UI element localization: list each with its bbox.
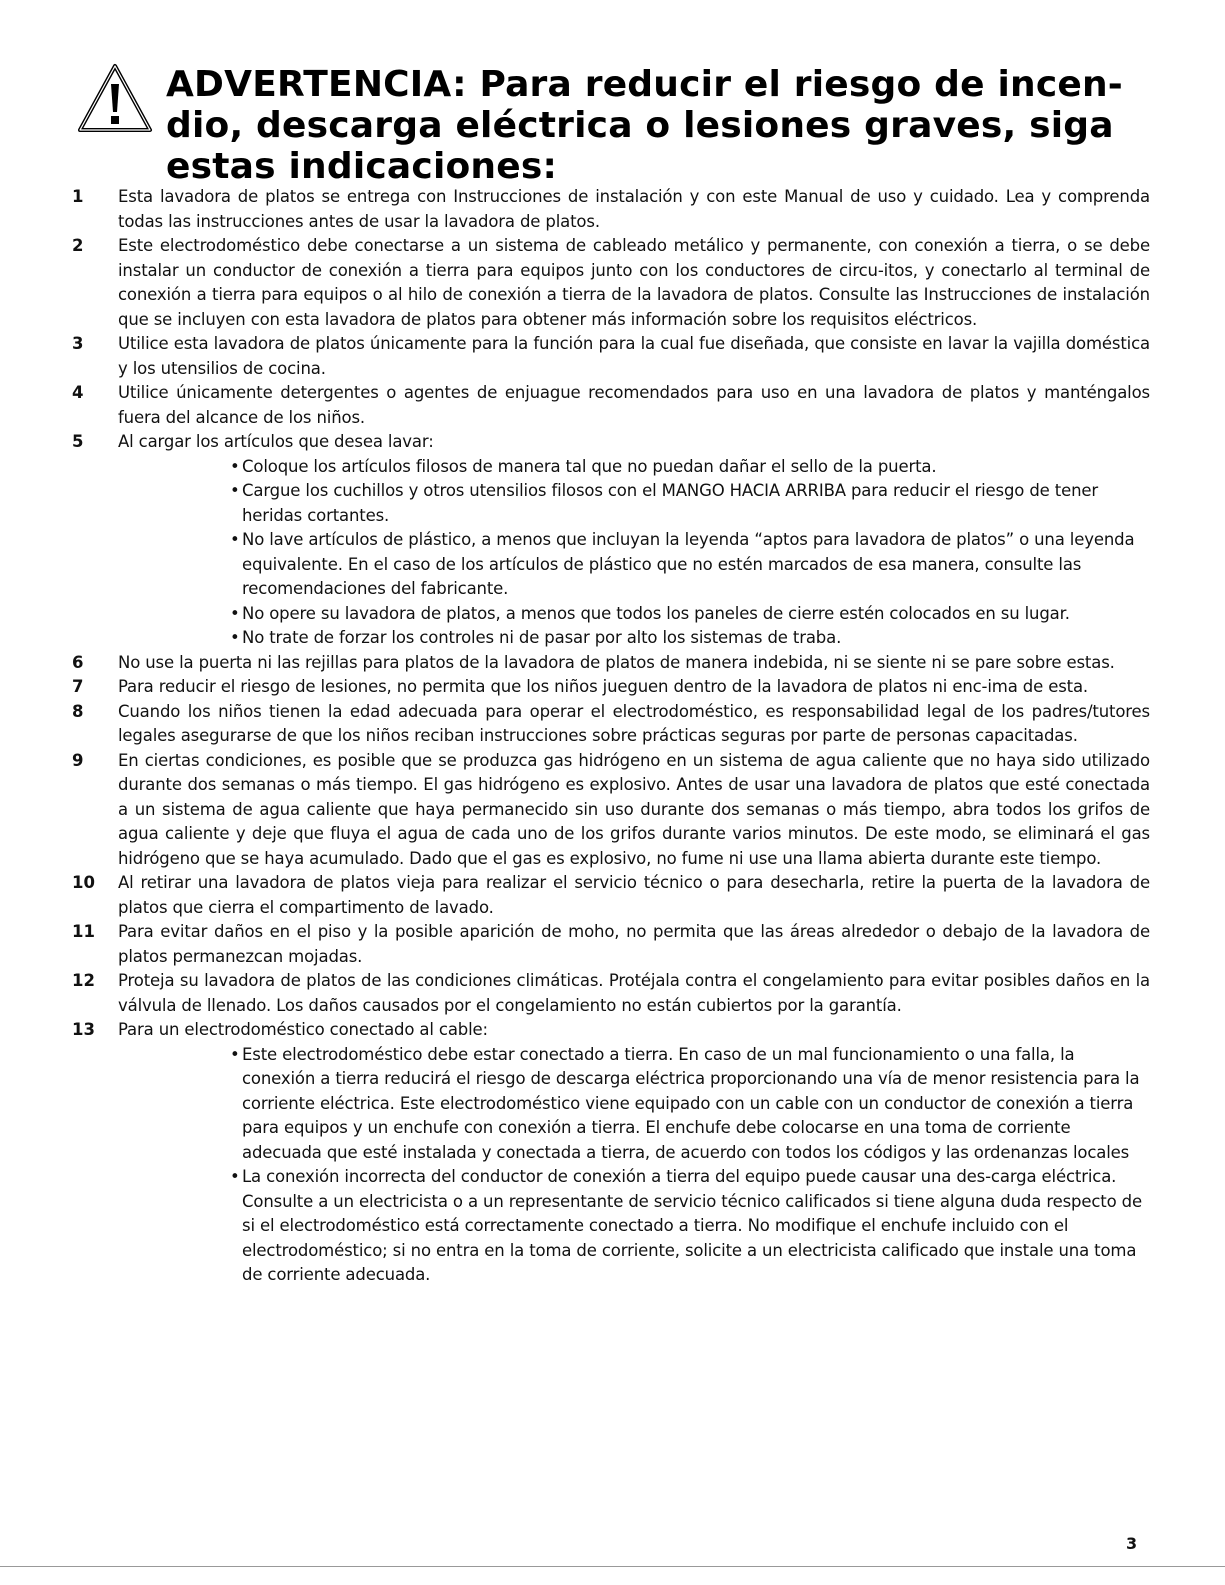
item-number: 11 [72,922,95,941]
item-text: Utilice únicamente detergentes o agentes de enjuague recomendados para uso en una lavadora de platos y manténgalos fuera del alcance de los niños. [118,383,1150,427]
instruction-item [70,1018,1150,1043]
heading-line: ADVERTENCIA: Para reducir el riesgo de incen- [166,64,1123,105]
bullet-item: • No trate de forzar los controles ni de pasar por alto los sistemas de traba. [230,626,1150,651]
item-text: No use la puerta ni las rejillas para platos de la lavadora de platos de manera indebida, ni se siente ni se pare sobre estas. [118,652,1115,672]
item-text: Para evitar daños en el piso y la posible aparición de moho, no permita que las áreas alrededor o debajo de la lavadora de platos permanezcan mojadas. [118,922,1150,966]
instruction-item [70,651,1150,676]
item-text: Al retirar una lavadora de platos vieja para realizar el servicio técnico o para desecharla, retire la puerta de la lavadora de platos que cierra el compartimento de lavado. [118,873,1150,917]
item-text: Este electrodoméstico debe conectarse a un sistema de cableado metálico y permanente, con conexión a tierra, o se debe instalar un conductor de conexión a tierra para equipos junto con los conductores de circu-itos, y conectarlo al terminal de conexión a tierra para equipos o al hilo de conexión a tierra de la lavadora de platos. Consulte las Instrucciones de instalación que se incluyen con esta lavadora de platos para obtener más información sobre los requisitos eléctricos. [118,236,1150,329]
instruction-item [70,332,1150,381]
instruction-item [70,871,1150,920]
item-number: 12 [72,971,95,990]
item-number: 3 [72,334,84,353]
item-text: Esta lavadora de platos se entrega con Instrucciones de instalación y con este Manual de uso y cuidado. Lea y comprenda todas las instrucciones antes de usar la lavadora de platos. [118,187,1150,231]
warning-heading [166,64,1166,187]
item-number: 10 [72,873,95,892]
warning-triangle-icon [76,62,154,134]
bullet-item: • No opere su lavadora de platos, a menos que todos los paneles de cierre estén colocados en su lugar. [230,602,1150,627]
bullet-item: • Este electrodoméstico debe estar conectado a tierra. En caso de un mal funcionamiento o una falla, la conexión a tierra reducirá el riesgo de descarga eléctrica proporcionando una vía de menor resistencia para la corriente eléctrica. Este electrodoméstico viene equipado con un cable con un conductor de conexión a tierra para equipos y un enchufe con conexión a tierra. El enchufe debe colocarse en una toma de corriente adecuada que esté instalada y conectada a tierra, de acuerdo con todos los códigos y las ordenanzas locales [230,1043,1150,1166]
item-number: 8 [72,701,84,721]
item-text: Utilice esta lavadora de platos únicamente para la función para la cual fue diseñada, que consiste en lavar la vajilla doméstica y los utensilios de cocina. [118,334,1150,378]
instruction-item [70,185,1150,234]
instruction-item [70,749,1150,872]
safety-instructions-list [70,185,1150,1288]
instruction-item [70,969,1150,1018]
grounding-bullet-list [70,1043,1150,1288]
item-number: 5 [72,432,84,451]
item-text: En ciertas condiciones, es posible que se produzca gas hidrógeno en un sistema de agua caliente que no haya sido utilizado durante dos semanas o más tiempo. El gas hidrógeno es explosivo. Antes de usar una lavadora de platos que esté conectada a un sistema de agua caliente que haya permanecido sin uso durante dos semanas o más tiempo, abra todos los grifos de agua caliente y deje que fluya el agua de cada uno de los grifos durante varios minutos. De este modo, se eliminará el gas hidrógeno que se haya acumulado. Dado que el gas es explosivo, no fume ni use una llama abierta durante este tiempo. [118,750,1150,868]
item-text: Para reducir el riesgo de lesiones, no permita que los niños jueguen dentro de la lavadora de platos ni enc-ima de esta. [118,677,1089,696]
item-number: 13 [72,1020,95,1039]
instruction-item [70,675,1150,700]
item-number: 2 [72,236,84,255]
item-number: 9 [72,750,84,770]
bottom-divider [0,1566,1225,1567]
item-text: Cuando los niños tienen la edad adecuada para operar el electrodoméstico, es responsabilidad legal de los padres/tutores legales asegurarse de que los niños reciban instrucciones sobre prácticas seguras por parte de personas capacitadas. [118,701,1150,745]
item-text: Al cargar los artículos que desea lavar: [118,432,434,451]
item-number: 4 [72,383,84,402]
instruction-item [70,234,1150,332]
item-text: Para un electrodoméstico conectado al cable: [118,1020,488,1039]
item-number: 6 [72,652,84,672]
bullet-item: • La conexión incorrecta del conductor de conexión a tierra del equipo puede causar una des-carga eléctrica. Consulte a un electricista o a un representante de servicio técnico calificados si tiene alguna duda respecto de si el electrodoméstico está correctamente conectado a tierra. No modifique el enchufe incluido con el electrodoméstico; si no entra en la toma de corriente, solicite a un electricista calificado que instale una toma de corriente adecuada. [230,1165,1150,1288]
heading-line: dio, descarga eléctrica o lesiones graves, siga [166,105,1114,146]
loading-bullet-list [70,455,1150,651]
item-number: 7 [72,677,84,696]
item-text: Proteja su lavadora de platos de las condiciones climáticas. Protéjala contra el congelamiento para evitar posibles daños en la válvula de llenado. Los daños causados por el congelamiento no están cubiertos por la garantía. [118,971,1150,1015]
instruction-item [70,381,1150,430]
instruction-item [70,430,1150,455]
page-number: 3 [1126,1534,1138,1553]
bullet-item: • Cargue los cuchillos y otros utensilios filosos con el MANGO HACIA ARRIBA para reducir el riesgo de tener heridas cortantes. [230,479,1150,528]
heading-line: estas indicaciones: [166,146,558,187]
item-number: 1 [72,187,84,206]
bullet-item: • No lave artículos de plástico, a menos que incluyan la leyenda “aptos para lavadora de platos” o una leyenda equivalente. En el caso de los artículos de plástico que no estén marcados de esa manera, consulte las recomendaciones del fabricante. [230,528,1150,602]
instruction-item [70,700,1150,749]
bullet-item: • Coloque los artículos filosos de manera tal que no puedan dañar el sello de la puerta. [230,455,1150,480]
instruction-item [70,920,1150,969]
